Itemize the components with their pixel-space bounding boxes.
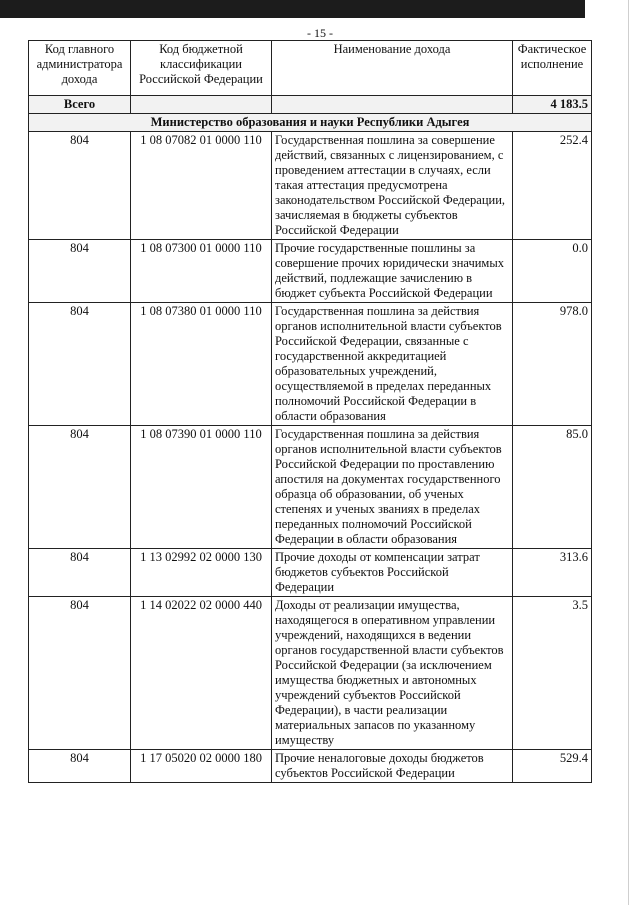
income-name-cell: Прочие доходы от компенсации затрат бюджетов субъектов Российской Федерации bbox=[272, 549, 513, 597]
amount-cell: 85.0 bbox=[513, 426, 592, 549]
table-row bbox=[29, 750, 592, 783]
amount-cell: 0.0 bbox=[513, 240, 592, 303]
income-name-cell: Прочие неналоговые доходы бюджетов субъектов Российской Федерации bbox=[272, 750, 513, 783]
scan-right-edge bbox=[628, 0, 629, 905]
budget-code-cell: 1 13 02992 02 0000 130 bbox=[131, 549, 272, 597]
amount-cell: 313.6 bbox=[513, 549, 592, 597]
admin-code-cell: 804 bbox=[29, 132, 131, 240]
budget-code-cell: 1 08 07390 01 0000 110 bbox=[131, 426, 272, 549]
scan-top-band bbox=[0, 0, 640, 18]
budget-code-cell: 1 17 05020 02 0000 180 bbox=[131, 750, 272, 783]
budget-code-cell: 1 08 07082 01 0000 110 bbox=[131, 132, 272, 240]
scan-top-band-gap bbox=[585, 0, 640, 22]
table-row bbox=[29, 549, 592, 597]
amount-cell: 978.0 bbox=[513, 303, 592, 426]
table-row bbox=[29, 132, 592, 240]
total-empty-code bbox=[131, 96, 272, 114]
income-name-cell: Государственная пошлина за действия органов исполнительной власти субъектов Российской Федерации, связанные с государственной аккредитацией образовательных учреждений, осуществляемой в пределах переданных полномочий Российской Федерации в области образования bbox=[272, 303, 513, 426]
admin-code-cell: 804 bbox=[29, 597, 131, 750]
revenue-table bbox=[28, 40, 592, 783]
admin-code-cell: 804 bbox=[29, 240, 131, 303]
income-name-cell: Государственная пошлина за действия органов исполнительной власти субъектов Российской Федерации по проставлению апостиля на документах государственного образца об образовании, об ученых степенях и ученых званиях в пределах переданных полномочий Российской Федерации в области образования bbox=[272, 426, 513, 549]
amount-cell: 529.4 bbox=[513, 750, 592, 783]
total-empty-name bbox=[272, 96, 513, 114]
table-header-row bbox=[29, 41, 592, 96]
admin-code-cell: 804 bbox=[29, 549, 131, 597]
section-row bbox=[29, 114, 592, 132]
amount-cell: 252.4 bbox=[513, 132, 592, 240]
budget-code-cell: 1 08 07380 01 0000 110 bbox=[131, 303, 272, 426]
budget-code-cell: 1 08 07300 01 0000 110 bbox=[131, 240, 272, 303]
table-row bbox=[29, 240, 592, 303]
header-budget-code: Код бюджетной классификации Российской Федерации bbox=[131, 41, 272, 96]
table-row bbox=[29, 597, 592, 750]
header-admin-code: Код главного администратора дохода bbox=[29, 41, 131, 96]
income-name-cell: Прочие государственные пошлины за совершение прочих юридически значимых действий, подлежащие зачислению в бюджет субъекта Российской Федерации bbox=[272, 240, 513, 303]
total-amount: 4 183.5 bbox=[513, 96, 592, 114]
amount-cell: 3.5 bbox=[513, 597, 592, 750]
income-name-cell: Государственная пошлина за совершение действий, связанных с лицензированием, с проведением аттестации в случаях, если такая аттестация предусмотрена законодательством Российской Федерации, зачисляемая в бюджеты субъектов Российской Федерации bbox=[272, 132, 513, 240]
admin-code-cell: 804 bbox=[29, 303, 131, 426]
total-row bbox=[29, 96, 592, 114]
section-title: Министерство образования и науки Республики Адыгея bbox=[29, 114, 592, 132]
table-row bbox=[29, 303, 592, 426]
total-label: Всего bbox=[29, 96, 131, 114]
admin-code-cell: 804 bbox=[29, 750, 131, 783]
page-number: - 15 - bbox=[307, 26, 333, 40]
table-row bbox=[29, 426, 592, 549]
header-actual: Фактическое исполнение bbox=[513, 41, 592, 96]
income-name-cell: Доходы от реализации имущества, находящегося в оперативном управлении учреждений, находящихся в ведении органов государственной власти субъектов Российской Федерации (за исключением имущества бюджетных и автономных учреждений субъектов Российской Федерации), в части реализации материальных запасов по указанному имуществу bbox=[272, 597, 513, 750]
admin-code-cell: 804 bbox=[29, 426, 131, 549]
header-income-name: Наименование дохода bbox=[272, 41, 513, 96]
budget-code-cell: 1 14 02022 02 0000 440 bbox=[131, 597, 272, 750]
